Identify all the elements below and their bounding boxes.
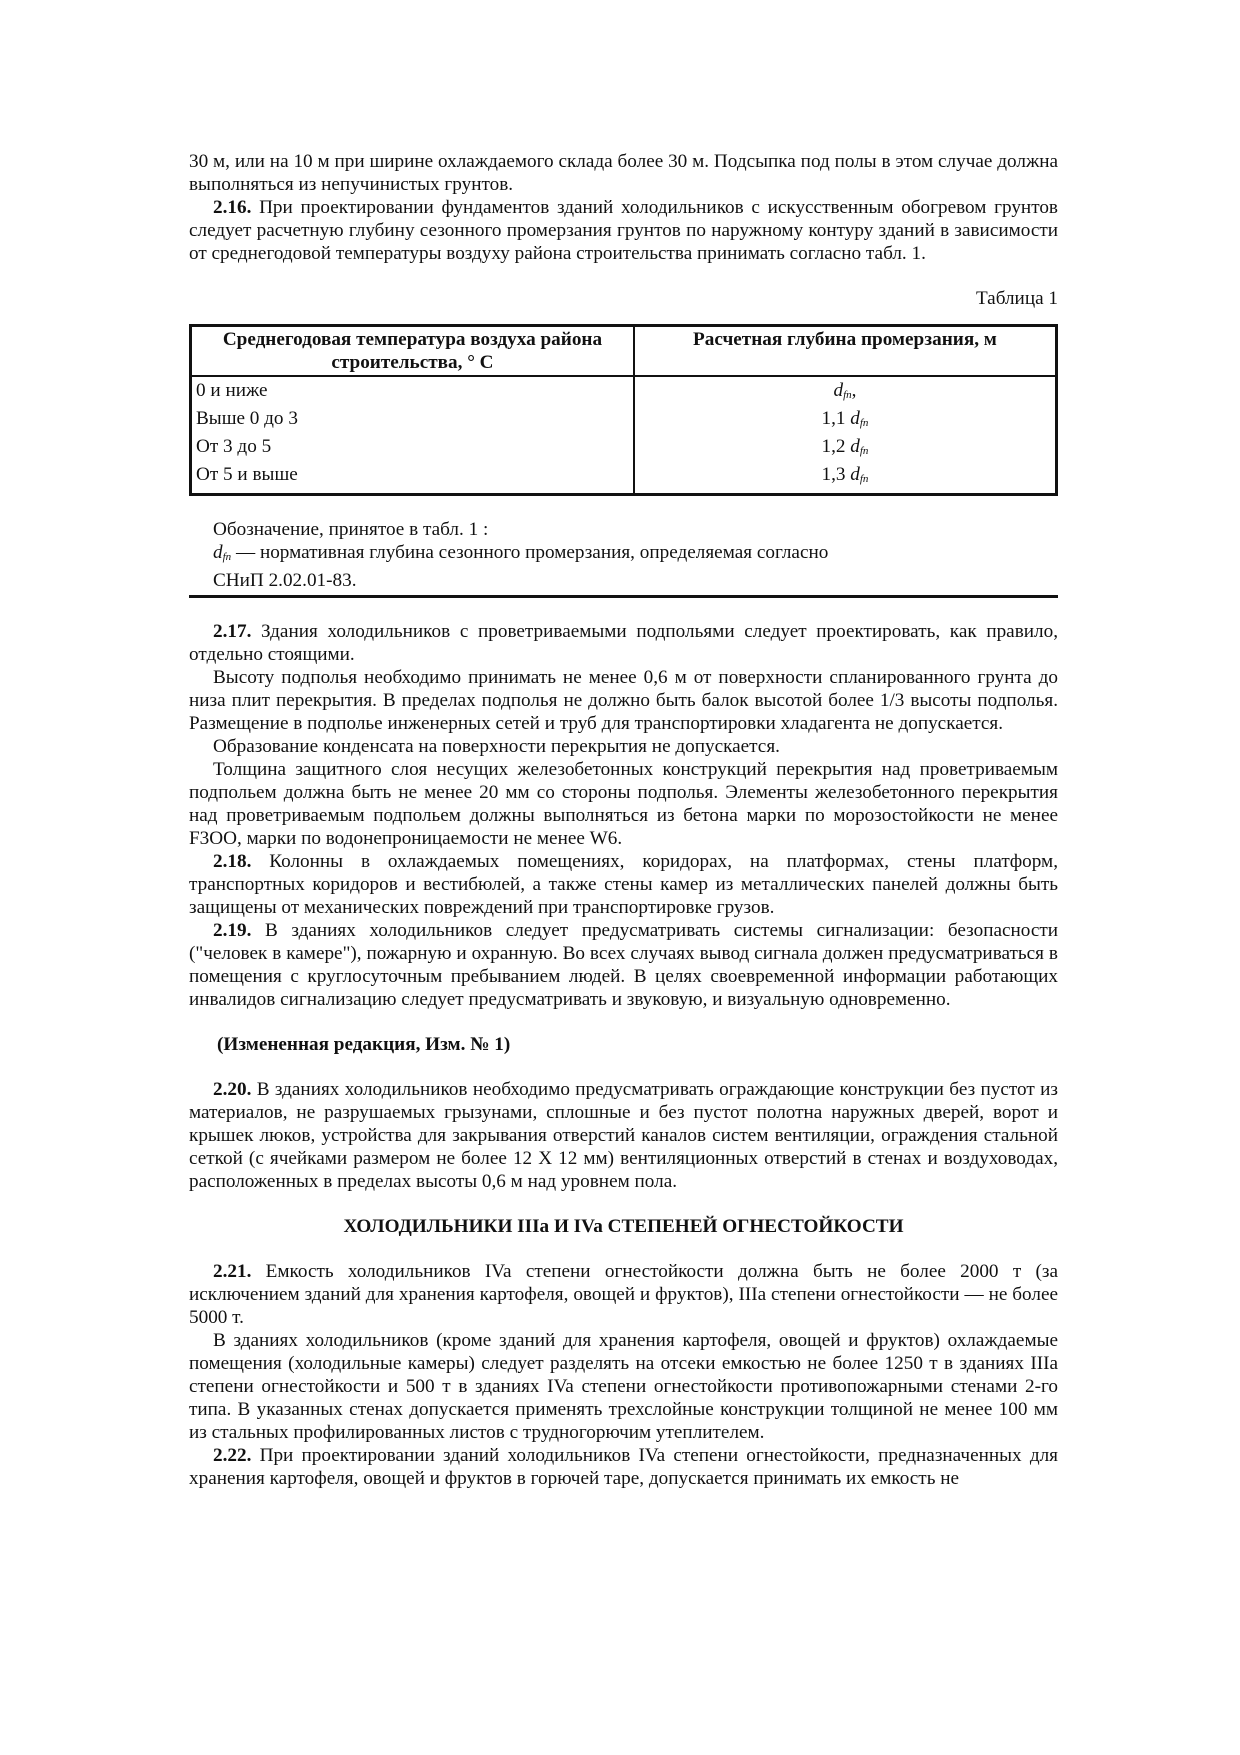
header-depth: Расчетная глубина промерзания, м — [634, 326, 1057, 377]
note-line: $d_{fn}$ — нормативная глубина сезонного промерзания, определяемая согласно — [213, 542, 829, 563]
paragraph: В зданиях холодильников (кроме зданий для хранения картофеля, овощей и фруктов) охлаждаемые помещения (холодильные камеры) следует разделять на отсеки емкостью не более 1250 т в зданиях IIIa степени огнестойкости и 500 т в зданиях IVa степени огнестойкости противопожарными стенами 2-го типа. В указанных стенах допускается применять трехслойные конструкции толщиной не менее 100 мм из стальных профилированных листов с трудногорючим утеплителем. — [189, 1330, 1058, 1443]
note-symbol: $d_{fn}$ — [213, 542, 232, 563]
paragraph-2-19 — [189, 919, 1058, 1011]
paragraph: Высоту подполья необходимо принимать не менее 0,6 м от поверхности спланированного грунта до низа плит перекрытия. В пределах подполья не должно быть балок высотой более 1/3 высоты подполья. Размещение в подполье инженерных сетей и труб для транспортировки хладагента не допускается. — [189, 667, 1058, 734]
paragraph-2-17 — [189, 620, 1058, 666]
clause-number: 2.21. — [213, 1261, 252, 1282]
table-caption: Таблица 1 — [975, 288, 1058, 309]
paragraph-2-20 — [189, 1078, 1058, 1193]
cell-temperature: От 5 и выше — [191, 463, 634, 495]
section-title: ХОЛОДИЛЬНИКИ IIIa И IVa СТЕПЕНЕЙ ОГНЕСТОЙКОСТИ — [343, 1216, 904, 1237]
clause-number: 2.17. — [213, 621, 252, 642]
clause-text: Емкость холодильников IVa степени огнестойкости должна быть не более 2000 т (за исключением зданий для хранения картофеля, овощей и фруктов), IIIa степени огнестойкости — не более 5000 т. — [189, 1261, 1058, 1328]
paragraph-2-21 — [189, 1260, 1058, 1329]
paragraph-2-16 — [189, 196, 1058, 265]
cell-depth: $d_{fn}$, — [833, 380, 857, 401]
clause-number: 2.18. — [213, 851, 252, 872]
clause-text: При проектировании фундаментов зданий холодильников с искусственным обогревом грунтов следует расчетную глубину сезонного промерзания грунтов по наружному контуру зданий в зависимости от среднегодовой температуры воздуху района строительства принимать согласно табл. 1. — [189, 197, 1058, 264]
table-row — [191, 435, 1057, 463]
clause-text: В зданиях холодильников необходимо предусматривать ограждающие конструкции без пустот из материалов, не разрушаемых грызунами, сплошные и без пустот полотна наружных дверей, ворот и крышек люков, устройства для закрывания отверстий каналов систем вентиляции, ограждения стальной сеткой (с ячейками размером не более 12 Х 12 мм) вентиляционных отверстий в стенах и воздуховодах, расположенных в пределах высоты 0,6 м над уровнем пола. — [189, 1079, 1058, 1192]
paragraph: Толщина защитного слоя несущих железобетонных конструкций перекрытия над проветриваемым подпольем должна быть не менее 20 мм со стороны подполья. Элементы железобетонного перекрытия над проветриваемым подпольем должны выполняться из бетона марки по морозостойкости не менее F3OO, марки по водонепроницаемости не менее W6. — [189, 759, 1058, 849]
table-row — [191, 407, 1057, 435]
clause-text: Здания холодильников с проветриваемыми подпольями следует проектировать, как правило, отдельно стоящими. — [189, 621, 1058, 665]
note-line: СНиП 2.02.01-83. — [213, 570, 357, 591]
cell-temperature: 0 и ниже — [191, 376, 634, 407]
cell-depth: 1,3 $d_{fn}$ — [821, 464, 869, 485]
table-header-row — [191, 326, 1057, 377]
paragraph: Образование конденсата на поверхности перекрытия не допускается. — [213, 736, 780, 757]
clause-number: 2.19. — [213, 920, 252, 941]
paragraph-intro: 30 м, или на 10 м при ширине охлаждаемого склада более 30 м. Подсыпка под полы в этом случае должна выполняться из непучинистых грунтов. — [189, 151, 1058, 195]
note-line: Обозначение, принятое в табл. 1 : — [213, 519, 489, 540]
edit-note: (Измененная редакция, Изм. № 1) — [217, 1034, 511, 1055]
clause-number: 2.20. — [213, 1079, 252, 1100]
clause-number: 2.22. — [213, 1445, 252, 1466]
cell-depth: 1,2 $d_{fn}$ — [821, 436, 869, 457]
clause-text: Колонны в охлаждаемых помещениях, коридорах, на платформах, стены платформ, транспортных коридоров и вестибюлей, а также стены камер из металлических панелей должны быть защищены от механических повреждений при транспортировке грузов. — [189, 851, 1058, 918]
paragraph-2-22 — [189, 1444, 1058, 1490]
depth-table — [189, 324, 1058, 496]
clause-number: 2.16. — [213, 197, 252, 218]
cell-depth: 1,1 $d_{fn}$ — [821, 408, 869, 429]
paragraph-2-18 — [189, 850, 1058, 919]
table-row — [191, 376, 1057, 407]
clause-text: При проектировании зданий холодильников IVa степени огнестойкости, предназначенных для хранения картофеля, овощей и фруктов в горючей таре, допускается принимать их емкость не — [189, 1445, 1058, 1489]
clause-text: В зданиях холодильников следует предусматривать системы сигнализации: безопасности ("человек в камере"), пожарную и охранную. Во всех случаях вывод сигнала должен предусматриваться в помещения с круглосуточным пребыванием людей. В целях своевременной информации работающих инвалидов сигнализацию следует предусматривать и звуковую, и визуальную одновременно. — [189, 920, 1058, 1010]
table-note — [189, 518, 1058, 598]
header-temperature: Среднегодовая температура воздуха района строительства, ° С — [191, 326, 634, 377]
cell-temperature: От 3 до 5 — [191, 435, 634, 463]
document-page — [189, 150, 1058, 1490]
cell-temperature: Выше 0 до 3 — [191, 407, 634, 435]
table-row — [191, 463, 1057, 495]
